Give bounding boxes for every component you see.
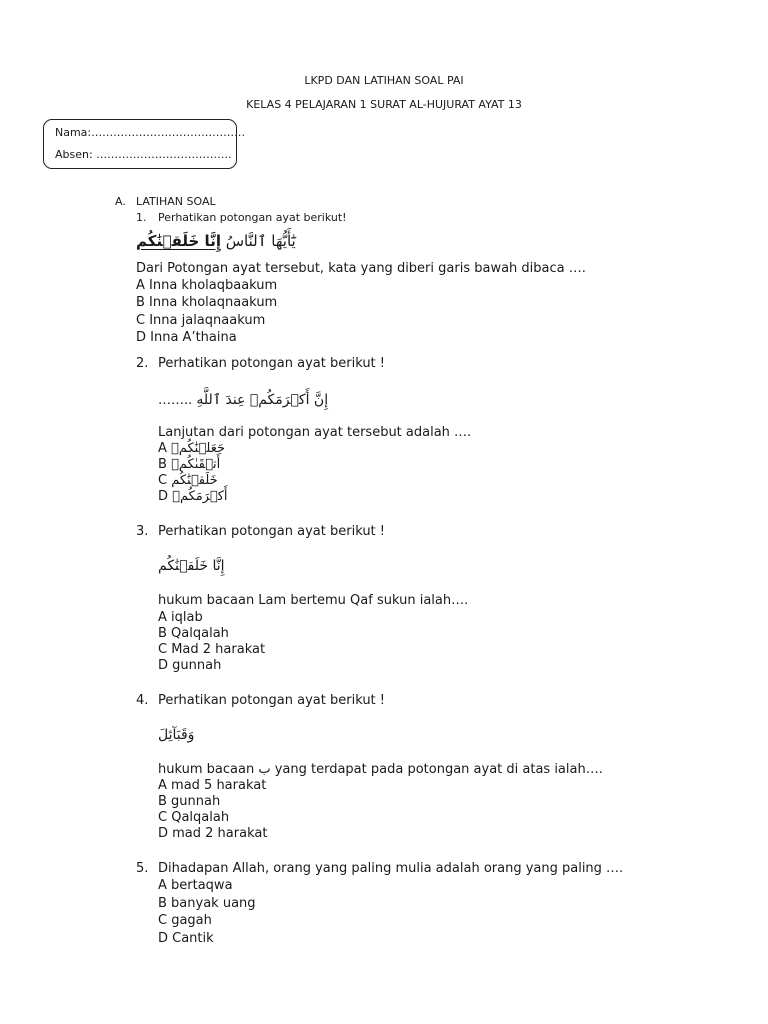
q3-verse <box>158 558 225 574</box>
q2-dots: …….. <box>158 393 193 408</box>
q5-option-a: A bertaqwa <box>158 878 233 893</box>
q3-option-d: D gunnah <box>158 658 222 673</box>
q2-prompt: Perhatikan potongan ayat berikut ! <box>158 356 385 371</box>
q4-option-a: A mad 5 harakat <box>158 778 267 793</box>
q2-number: 2. <box>136 356 149 371</box>
q4-option-c: C Qalqalah <box>158 810 230 825</box>
q3-option-b: B Qalqalah <box>158 626 229 641</box>
q4-question-post: yang terdapat pada potongan ayat di atas ialah…. <box>274 762 603 777</box>
q4-option-b: B gunnah <box>158 794 221 809</box>
q1-option-b: B Inna kholaqnaakum <box>136 295 278 310</box>
q1-option-a: A Inna kholaqbaakum <box>136 278 278 293</box>
q2-option-b: B أَتۡقَىٰكُمۡ <box>158 457 221 472</box>
q5-option-c: C gagah <box>158 913 212 928</box>
q5-number: 5. <box>136 861 149 876</box>
q1-question: Dari Potongan ayat tersebut, kata yang diberi garis bawah dibaca …. <box>136 261 586 276</box>
section-title: LATIHAN SOAL <box>136 195 216 208</box>
q2-option-d: D أَكۡرَمَكُمۡ <box>158 489 228 504</box>
q1-verse <box>136 232 296 250</box>
q1-prompt: Perhatikan potongan ayat berikut! <box>158 211 347 224</box>
section-letter: A. <box>115 195 126 208</box>
q1-verse-underlined: إِنَّا خَلَقۡنَٰكُم <box>136 232 221 250</box>
q3-number: 3. <box>136 524 149 539</box>
q2-verse-arabic: إِنَّ أَكۡرَمَكُمۡ عِندَ ٱللَّهِ <box>196 392 329 408</box>
q3-option-c: C Mad 2 harakat <box>158 642 266 657</box>
q1-number: 1. <box>136 211 147 224</box>
q4-question-letter: ب <box>258 762 271 777</box>
worksheet-title: LKPD DAN LATIHAN SOAL PAI <box>304 74 464 87</box>
q4-number: 4. <box>136 693 149 708</box>
q5-option-d: D Cantik <box>158 931 214 946</box>
q3-option-a: A iqlab <box>158 610 203 625</box>
q4-verse-arabic: وَقَبَآئِلَ <box>158 727 195 743</box>
q1-option-c: C Inna jalaqnaakum <box>136 313 266 328</box>
q5-option-b: B banyak uang <box>158 896 256 911</box>
q2-question: Lanjutan dari potongan ayat tersebut adalah …. <box>158 425 472 440</box>
name-field[interactable]: Nama:…………………………………… <box>55 126 246 139</box>
q4-question-pre: hukum bacaan <box>158 762 255 777</box>
q2-verse <box>158 392 328 408</box>
q4-option-d: D mad 2 harakat <box>158 826 268 841</box>
worksheet-subtitle: KELAS 4 PELAJARAN 1 SURAT AL-HUJURAT AYAT 13 <box>246 98 522 111</box>
q2-option-c: C خَلَقۡنَٰكُم <box>158 473 218 488</box>
q3-prompt: Perhatikan potongan ayat berikut ! <box>158 524 385 539</box>
q2-option-a: A جَعَلۡنَٰكُمۡ <box>158 441 226 456</box>
q4-question <box>158 762 603 777</box>
q1-option-d: D Inna A’thaina <box>136 330 237 345</box>
q5-question: Dihadapan Allah, orang yang paling mulia adalah orang yang paling …. <box>158 861 624 876</box>
q4-prompt: Perhatikan potongan ayat berikut ! <box>158 693 385 708</box>
q4-verse <box>158 727 194 743</box>
q3-question: hukum bacaan Lam bertemu Qaf sukun ialah…. <box>158 593 469 608</box>
q3-verse-arabic: إِنَّا خَلَقۡنَٰكُم <box>158 558 225 574</box>
absen-field[interactable]: Absen: ………………………………. <box>55 148 232 161</box>
q1-verse-plain: يَٰٓأَيُّهَا ٱلنَّاسُ <box>225 232 296 250</box>
